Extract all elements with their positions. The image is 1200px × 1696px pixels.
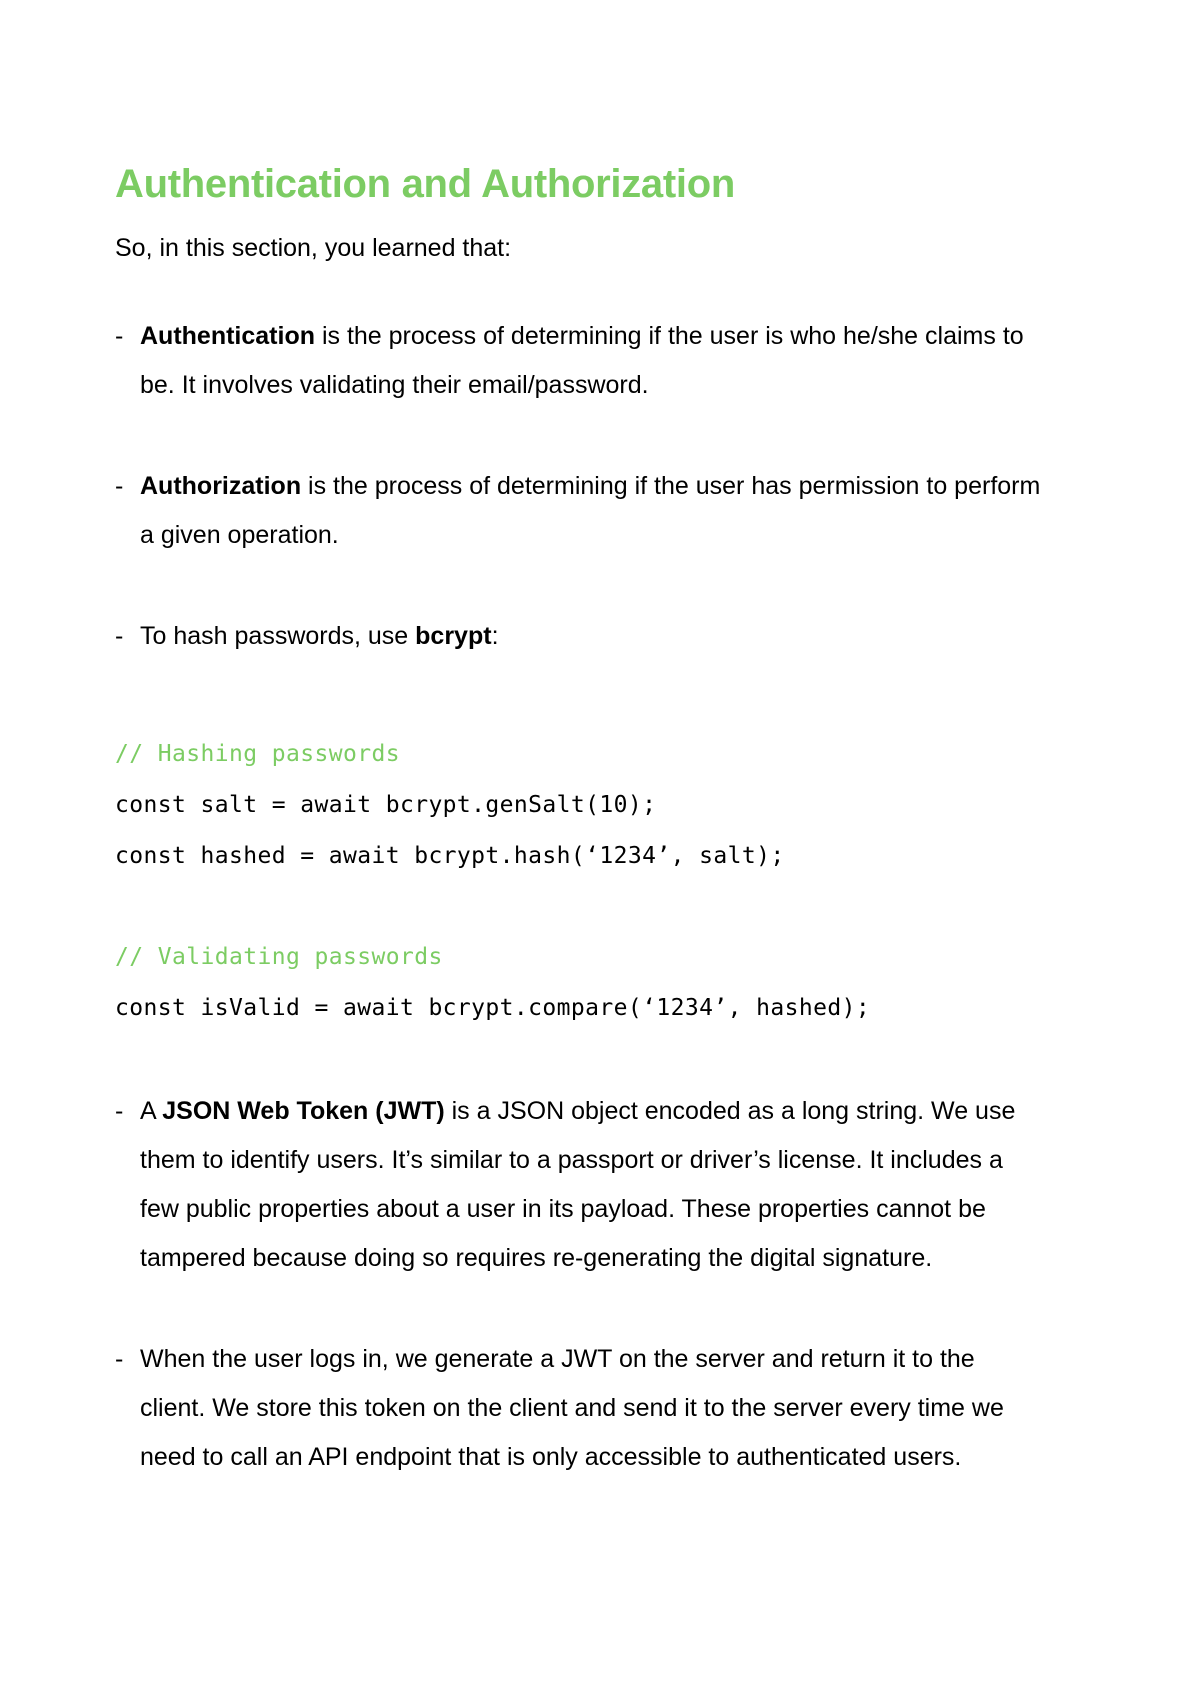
page-title: Authentication and Authorization [115,162,735,206]
bullet-marker: - [115,322,124,350]
bullet-marker: - [115,1097,124,1125]
bullet-marker: - [115,622,124,650]
code-line: const hashed = await bcrypt.hash(‘1234’, salt); [115,843,785,869]
code-comment: // Validating passwords [115,944,443,970]
bullet-line-text: is the process of determining if the user has permission to perform [301,472,1041,500]
bullet-line-text: To hash passwords, use [140,622,416,650]
bullet-authorization [115,462,1105,560]
bullet-line-text: A [140,1097,163,1125]
bullet-line: them to identify users. It’s similar to a passport or driver’s license. It includes a [140,1146,1003,1174]
bullet-line-text: is a JSON object encoded as a long string. We use [444,1097,1016,1125]
code-line: const salt = await bcrypt.genSalt(10); [115,792,657,818]
bullet-line: When the user logs in, we generate a JWT on the server and return it to the [140,1345,975,1373]
bullet-text [140,462,1105,560]
bullet-line [140,612,1105,661]
code-comment: // Hashing passwords [115,741,400,767]
bold-term: Authorization [140,472,302,500]
bold-term: bcrypt [415,622,492,650]
bullet-line [140,462,1105,511]
bullet-line: need to call an API endpoint that is only accessible to authenticated users. [140,1443,962,1471]
bullet-marker: - [115,1345,124,1373]
bullet-text [140,1335,1105,1482]
bullet-jwt [115,1087,1105,1283]
bullet-line-text: : [491,622,499,650]
bullet-authentication [115,312,1105,410]
bullet-line: client. We store this token on the client and send it to the server every time we [140,1394,1004,1422]
code-line: const isValid = await bcrypt.compare(‘1234’, hashed); [115,995,871,1021]
bullet-login [115,1335,1105,1482]
bullet-line [140,1087,1105,1136]
bullet-line: few public properties about a user in its payload. These properties cannot be [140,1195,986,1223]
bullet-line-text: is the process of determining if the user is who he/she claims to [315,322,1024,350]
bullet-text [140,1087,1105,1283]
bold-term: Authentication [140,322,315,350]
bullet-marker: - [115,472,124,500]
bullet-text [140,612,1105,661]
bullet-text [140,312,1105,410]
intro-text: So, in this section, you learned that: [115,234,512,262]
bullet-bcrypt [115,612,1105,661]
bullet-line: be. It involves validating their email/password. [140,371,649,399]
bold-term: JSON Web Token (JWT) [162,1097,445,1125]
bullet-line: a given operation. [140,521,339,549]
bullet-line: tampered because doing so requires re-generating the digital signature. [140,1244,933,1272]
bullet-line [140,312,1105,361]
